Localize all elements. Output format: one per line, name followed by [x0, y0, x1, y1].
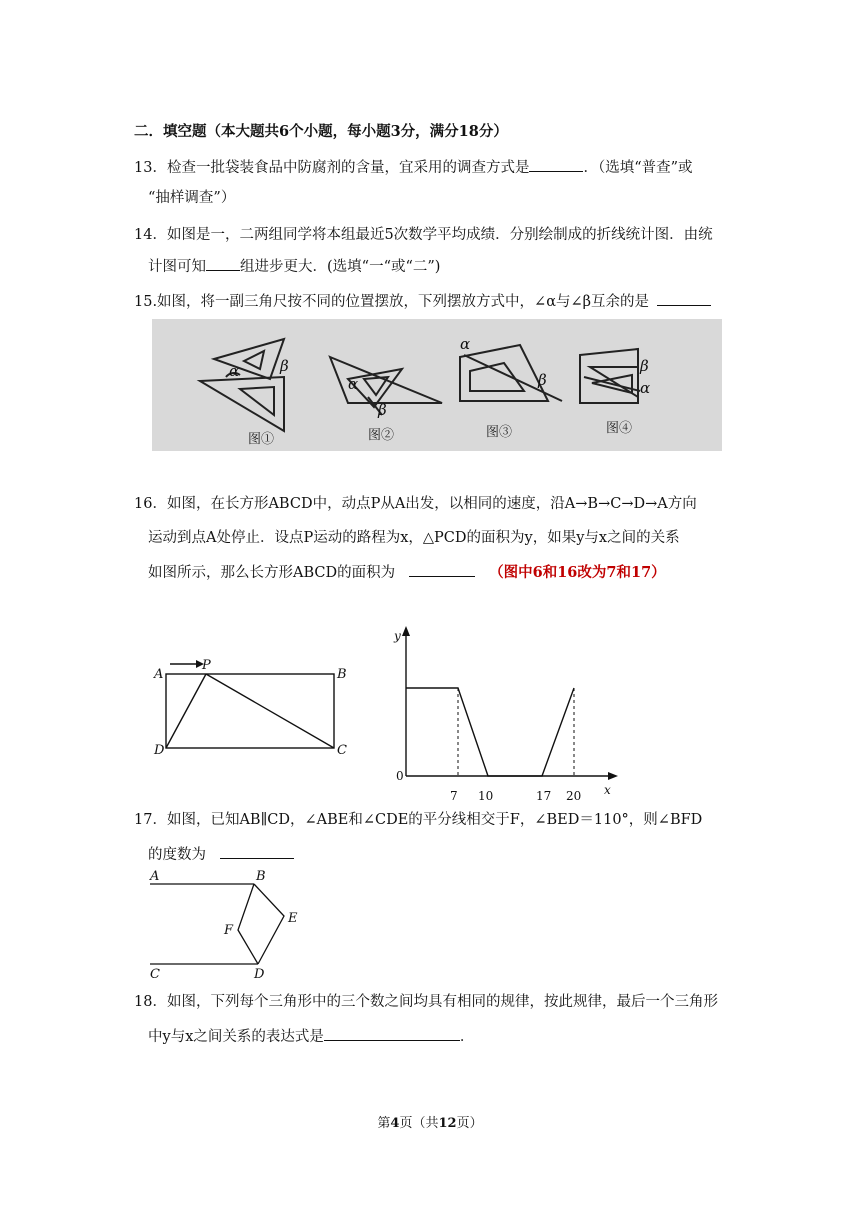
- y-axis-label: y: [394, 629, 401, 643]
- q16-line3: [148, 562, 860, 583]
- label-d: D: [154, 743, 165, 758]
- fig2-caption: 图②: [368, 428, 395, 443]
- q17-text: 的度数为: [148, 847, 206, 863]
- fig2-beta-label: β: [378, 401, 387, 419]
- segment-pc: [206, 674, 334, 748]
- graph-line: [406, 688, 574, 776]
- q13-line2: “抽样调查”）: [148, 190, 236, 206]
- fig4-alpha-label: α: [640, 379, 651, 397]
- q14-answer-blank[interactable]: [206, 256, 240, 271]
- label-p: P: [202, 658, 211, 673]
- q16-text: 如图所示，那么长方形ABCD的面积为: [148, 565, 396, 581]
- q13-answer-blank[interactable]: [529, 157, 583, 172]
- total-pages: 12: [438, 1116, 457, 1131]
- q15-line1: [134, 291, 860, 312]
- tick-label: 7: [450, 789, 458, 803]
- q18-text-b: ．: [459, 1029, 475, 1045]
- label-d: D: [254, 967, 265, 982]
- x-axis-arrow: [608, 772, 618, 780]
- label-e: E: [288, 911, 298, 926]
- q13-line1: [134, 157, 860, 178]
- q18-answer-blank[interactable]: [324, 1026, 460, 1041]
- fig3-ray: [464, 355, 562, 401]
- label-a: A: [154, 667, 164, 682]
- q16-answer-blank[interactable]: [409, 562, 475, 577]
- footer-text: 第: [377, 1116, 391, 1131]
- parallel-lines-figure: [144, 866, 324, 982]
- label-f: F: [224, 923, 234, 938]
- q14-text-a: 计图可知: [148, 259, 206, 275]
- q14-line1: 14．如图是一，二两组同学将本组最近5次数学平均成绩．分别绘制成的折线统计图．由统: [134, 227, 713, 243]
- fig3-triangle-inner: [470, 363, 524, 391]
- section-heading: 二．填空题（本大题共6个小题，每小题3分，满分18分）: [134, 123, 508, 140]
- fig2-alpha-label: α: [348, 375, 359, 393]
- fig3-caption: 图③: [486, 425, 513, 440]
- origin-label: 0: [396, 769, 404, 783]
- footer-text: 页）: [456, 1116, 483, 1131]
- fig4-beta-label: β: [640, 357, 649, 375]
- fig1-triangle-bottom: [200, 377, 284, 431]
- set-squares-figures: [152, 319, 722, 451]
- label-c: C: [337, 743, 347, 758]
- q14-line2: [148, 256, 860, 277]
- q15-text: 15.如图，将一副三角尺按不同的位置摆放，下列摆放方式中，∠α与∠β互余的是: [134, 294, 650, 310]
- q16-correction-note: （图中6和16改为7和17）: [489, 564, 666, 581]
- tick-label: 17: [536, 789, 552, 803]
- tick-label: 20: [566, 789, 582, 803]
- q15-answer-blank[interactable]: [657, 291, 711, 306]
- y-x-graph: [388, 622, 628, 806]
- segment-pd: [166, 674, 206, 748]
- fig1-caption: 图①: [248, 432, 275, 447]
- path-bfd: [238, 884, 258, 964]
- rectangle-abcd-figure: [148, 650, 368, 762]
- rectangle-abcd: [166, 674, 334, 748]
- label-c: C: [150, 967, 160, 982]
- fig4-caption: 图④: [606, 421, 633, 436]
- fig3-alpha-label: α: [460, 335, 471, 353]
- q18-line2: [148, 1026, 860, 1047]
- q17-line1: 17．如图，已知AB∥CD，∠ABE和∠CDE的平分线相交于F，∠BED＝110°，则∠BFD: [134, 812, 703, 828]
- q17-answer-blank[interactable]: [220, 844, 294, 859]
- q16-line1: 16．如图，在长方形ABCD中，动点P从A出发，以相同的速度，沿A→B→C→D→A方向: [134, 496, 697, 512]
- page-number: 4: [390, 1116, 400, 1131]
- q18-text-a: 中y与x之间关系的表达式是: [148, 1029, 324, 1045]
- q18-line1: 18．如图，下列每个三角形中的三个数之间均具有相同的规律，按此规律，最后一个三角形: [134, 994, 718, 1010]
- y-axis-arrow: [402, 626, 410, 636]
- page-footer: [0, 1112, 860, 1131]
- fig1-triangle-top-inner: [244, 351, 264, 369]
- q16-line2: 运动到点A处停止．设点P运动的路程为x，△PCD的面积为y，如果y与x之间的关系: [148, 530, 680, 546]
- label-b: B: [337, 667, 347, 682]
- x-axis-label: x: [604, 783, 611, 797]
- footer-text: 页（共: [399, 1116, 439, 1131]
- fig1-alpha-label: α: [229, 362, 240, 380]
- label-b: B: [256, 869, 266, 884]
- set-squares-photo: [152, 319, 722, 451]
- q17-line2: [148, 844, 860, 865]
- q13-text-a: 13．检查一批袋装食品中防腐剂的含量，宜采用的调查方式是: [134, 160, 530, 176]
- q13-text-b: ．（选填“普查”或: [583, 160, 693, 176]
- fig1-triangle-bottom-inner: [240, 387, 274, 415]
- q14-text-b: 组进步更大．(选填“一“或“二”): [240, 259, 441, 275]
- label-a: A: [150, 869, 160, 884]
- path-bed: [254, 884, 284, 964]
- fig3-beta-label: β: [538, 371, 547, 389]
- tick-label: 10: [478, 789, 494, 803]
- fig1-beta-label: β: [280, 357, 289, 375]
